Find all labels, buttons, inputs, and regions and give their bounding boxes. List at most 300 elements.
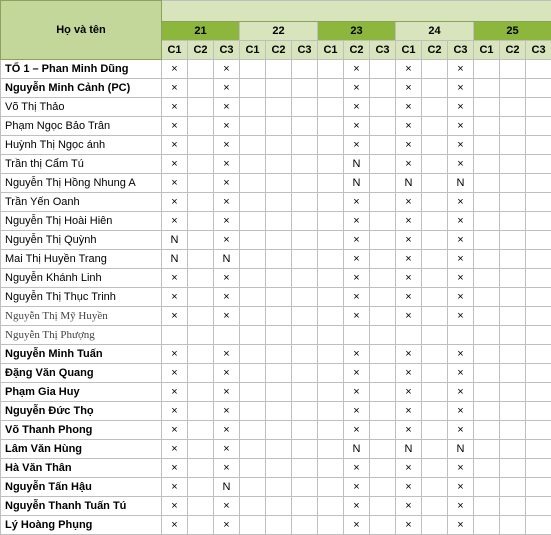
attendance-cell[interactable] [292,478,318,497]
attendance-cell[interactable]: × [214,155,240,174]
attendance-cell[interactable] [292,117,318,136]
attendance-cell[interactable] [318,117,344,136]
attendance-cell[interactable] [188,402,214,421]
attendance-cell[interactable]: × [214,516,240,535]
attendance-cell[interactable] [266,288,292,307]
attendance-cell[interactable] [526,516,551,535]
member-name[interactable]: Nguyễn Thị Phượng [1,326,162,345]
attendance-cell[interactable]: × [448,421,474,440]
attendance-cell[interactable]: × [162,440,188,459]
attendance-cell[interactable] [422,402,448,421]
attendance-cell[interactable] [188,250,214,269]
attendance-cell[interactable] [318,345,344,364]
attendance-cell[interactable]: × [162,60,188,79]
attendance-cell[interactable]: × [162,269,188,288]
attendance-cell[interactable] [474,402,500,421]
attendance-cell[interactable] [240,421,266,440]
attendance-cell[interactable] [240,212,266,231]
attendance-cell[interactable]: × [344,516,370,535]
attendance-cell[interactable]: N [162,231,188,250]
attendance-cell[interactable] [188,155,214,174]
attendance-cell[interactable] [474,212,500,231]
attendance-cell[interactable]: × [448,60,474,79]
attendance-cell[interactable]: × [162,136,188,155]
attendance-cell[interactable]: × [448,478,474,497]
attendance-cell[interactable] [188,79,214,98]
attendance-cell[interactable] [526,193,551,212]
attendance-cell[interactable] [188,288,214,307]
attendance-cell[interactable]: × [214,231,240,250]
attendance-cell[interactable] [292,364,318,383]
attendance-cell[interactable] [292,326,318,345]
attendance-cell[interactable] [370,250,396,269]
attendance-cell[interactable] [318,516,344,535]
attendance-cell[interactable]: × [214,364,240,383]
attendance-cell[interactable] [266,155,292,174]
attendance-cell[interactable]: N [344,440,370,459]
attendance-cell[interactable] [188,117,214,136]
attendance-cell[interactable]: × [162,497,188,516]
member-name[interactable]: Đặng Văn Quang [1,364,162,383]
attendance-cell[interactable] [318,402,344,421]
attendance-cell[interactable]: × [214,288,240,307]
attendance-cell[interactable]: × [396,402,422,421]
attendance-cell[interactable]: × [162,174,188,193]
attendance-cell[interactable] [474,136,500,155]
attendance-cell[interactable] [240,136,266,155]
member-name[interactable]: Trần thị Cẩm Tú [1,155,162,174]
attendance-cell[interactable] [500,440,526,459]
attendance-cell[interactable] [474,516,500,535]
attendance-cell[interactable] [370,307,396,326]
attendance-cell[interactable] [500,402,526,421]
attendance-cell[interactable] [422,307,448,326]
attendance-cell[interactable] [370,497,396,516]
attendance-cell[interactable] [292,212,318,231]
attendance-cell[interactable]: × [396,345,422,364]
attendance-cell[interactable]: × [344,288,370,307]
attendance-cell[interactable]: N [448,174,474,193]
attendance-cell[interactable] [292,250,318,269]
attendance-cell[interactable] [422,345,448,364]
attendance-cell[interactable]: × [396,231,422,250]
attendance-cell[interactable] [240,155,266,174]
attendance-cell[interactable]: × [448,98,474,117]
attendance-cell[interactable] [500,193,526,212]
attendance-cell[interactable]: × [214,269,240,288]
attendance-cell[interactable] [526,383,551,402]
attendance-cell[interactable] [266,250,292,269]
attendance-cell[interactable] [266,136,292,155]
attendance-cell[interactable]: × [448,117,474,136]
attendance-cell[interactable] [370,155,396,174]
attendance-cell[interactable] [526,155,551,174]
attendance-cell[interactable] [240,497,266,516]
attendance-cell[interactable] [266,421,292,440]
attendance-cell[interactable]: × [162,402,188,421]
attendance-cell[interactable] [526,79,551,98]
attendance-cell[interactable]: × [344,269,370,288]
attendance-cell[interactable] [318,478,344,497]
attendance-cell[interactable] [266,269,292,288]
attendance-cell[interactable]: × [214,98,240,117]
attendance-cell[interactable]: × [214,193,240,212]
attendance-cell[interactable] [318,307,344,326]
attendance-cell[interactable] [474,117,500,136]
attendance-cell[interactable]: × [214,345,240,364]
member-name[interactable]: Nguyễn Thị Thục Trinh [1,288,162,307]
attendance-cell[interactable]: × [448,155,474,174]
attendance-cell[interactable] [266,364,292,383]
attendance-cell[interactable] [370,459,396,478]
attendance-cell[interactable] [370,402,396,421]
attendance-cell[interactable] [422,193,448,212]
attendance-cell[interactable] [188,364,214,383]
attendance-cell[interactable]: × [344,497,370,516]
attendance-cell[interactable] [292,155,318,174]
attendance-cell[interactable]: × [396,478,422,497]
attendance-cell[interactable]: × [448,497,474,516]
attendance-cell[interactable] [240,402,266,421]
attendance-cell[interactable] [448,326,474,345]
attendance-cell[interactable] [292,345,318,364]
attendance-cell[interactable]: × [344,231,370,250]
attendance-cell[interactable]: × [396,155,422,174]
attendance-cell[interactable]: N [214,250,240,269]
attendance-cell[interactable] [370,383,396,402]
attendance-cell[interactable] [240,516,266,535]
attendance-cell[interactable]: × [448,231,474,250]
attendance-cell[interactable] [474,60,500,79]
attendance-cell[interactable] [318,326,344,345]
attendance-cell[interactable] [422,155,448,174]
attendance-cell[interactable] [422,269,448,288]
attendance-cell[interactable] [240,459,266,478]
attendance-cell[interactable] [188,326,214,345]
attendance-cell[interactable] [422,383,448,402]
member-name[interactable]: Trần Yến Oanh [1,193,162,212]
attendance-cell[interactable] [318,364,344,383]
attendance-cell[interactable] [292,288,318,307]
attendance-cell[interactable] [500,497,526,516]
attendance-cell[interactable] [500,174,526,193]
attendance-cell[interactable] [292,269,318,288]
attendance-cell[interactable] [240,60,266,79]
attendance-cell[interactable] [370,98,396,117]
attendance-cell[interactable] [318,174,344,193]
attendance-cell[interactable] [318,155,344,174]
attendance-cell[interactable] [266,117,292,136]
attendance-cell[interactable]: × [214,421,240,440]
attendance-cell[interactable] [266,98,292,117]
attendance-cell[interactable] [266,212,292,231]
member-name[interactable]: Lý Hoàng Phụng [1,516,162,535]
attendance-cell[interactable] [370,174,396,193]
attendance-cell[interactable] [370,326,396,345]
attendance-cell[interactable] [318,459,344,478]
attendance-cell[interactable]: × [214,383,240,402]
attendance-cell[interactable] [318,383,344,402]
attendance-cell[interactable] [292,307,318,326]
attendance-cell[interactable] [370,136,396,155]
attendance-cell[interactable] [318,250,344,269]
attendance-cell[interactable] [370,79,396,98]
attendance-cell[interactable]: × [448,345,474,364]
attendance-cell[interactable] [500,288,526,307]
attendance-cell[interactable] [266,307,292,326]
attendance-cell[interactable] [240,288,266,307]
attendance-cell[interactable] [422,79,448,98]
attendance-cell[interactable]: × [162,155,188,174]
attendance-cell[interactable] [318,269,344,288]
attendance-cell[interactable]: × [162,98,188,117]
attendance-cell[interactable] [422,250,448,269]
attendance-cell[interactable] [526,345,551,364]
attendance-cell[interactable]: × [162,345,188,364]
attendance-cell[interactable]: × [162,307,188,326]
attendance-cell[interactable] [188,136,214,155]
attendance-cell[interactable]: × [162,516,188,535]
attendance-cell[interactable] [240,307,266,326]
attendance-cell[interactable]: × [344,117,370,136]
attendance-cell[interactable]: × [396,269,422,288]
attendance-cell[interactable] [188,478,214,497]
attendance-cell[interactable] [474,79,500,98]
attendance-cell[interactable] [292,383,318,402]
attendance-cell[interactable] [188,345,214,364]
attendance-cell[interactable] [474,345,500,364]
attendance-cell[interactable] [500,117,526,136]
attendance-cell[interactable] [240,326,266,345]
attendance-cell[interactable] [370,117,396,136]
attendance-cell[interactable] [292,402,318,421]
attendance-cell[interactable] [266,440,292,459]
attendance-cell[interactable] [370,212,396,231]
attendance-cell[interactable] [474,497,500,516]
attendance-cell[interactable] [266,326,292,345]
attendance-cell[interactable]: × [162,79,188,98]
attendance-cell[interactable]: × [214,459,240,478]
attendance-cell[interactable] [422,231,448,250]
attendance-cell[interactable] [474,231,500,250]
attendance-cell[interactable] [422,497,448,516]
attendance-cell[interactable]: × [214,136,240,155]
attendance-cell[interactable]: × [344,136,370,155]
attendance-cell[interactable] [240,98,266,117]
attendance-cell[interactable]: × [396,516,422,535]
attendance-cell[interactable]: × [396,459,422,478]
attendance-cell[interactable] [526,174,551,193]
attendance-cell[interactable]: × [396,193,422,212]
attendance-cell[interactable]: × [162,288,188,307]
attendance-cell[interactable]: × [448,250,474,269]
attendance-cell[interactable] [500,326,526,345]
attendance-cell[interactable] [292,136,318,155]
attendance-cell[interactable] [266,174,292,193]
attendance-cell[interactable]: × [214,307,240,326]
attendance-cell[interactable] [526,269,551,288]
attendance-cell[interactable]: × [162,212,188,231]
attendance-cell[interactable] [500,364,526,383]
attendance-cell[interactable] [422,136,448,155]
attendance-cell[interactable] [266,497,292,516]
member-name[interactable]: Nguyễn Minh Cảnh (PC) [1,79,162,98]
attendance-cell[interactable]: × [162,421,188,440]
attendance-cell[interactable] [188,174,214,193]
attendance-cell[interactable]: N [344,174,370,193]
attendance-cell[interactable] [188,497,214,516]
attendance-cell[interactable] [422,98,448,117]
attendance-cell[interactable] [266,459,292,478]
attendance-cell[interactable] [500,459,526,478]
attendance-cell[interactable] [500,269,526,288]
attendance-cell[interactable] [318,231,344,250]
attendance-cell[interactable] [526,326,551,345]
attendance-cell[interactable]: × [344,60,370,79]
attendance-cell[interactable]: × [344,459,370,478]
member-name[interactable]: Phạm Ngọc Bảo Trân [1,117,162,136]
attendance-cell[interactable]: × [214,174,240,193]
attendance-cell[interactable]: × [396,79,422,98]
attendance-cell[interactable] [318,497,344,516]
attendance-cell[interactable]: × [396,497,422,516]
attendance-cell[interactable]: × [162,117,188,136]
attendance-cell[interactable]: × [344,307,370,326]
attendance-cell[interactable] [344,326,370,345]
attendance-cell[interactable]: × [214,402,240,421]
attendance-cell[interactable] [318,136,344,155]
attendance-cell[interactable] [266,231,292,250]
attendance-cell[interactable] [318,440,344,459]
attendance-cell[interactable] [500,307,526,326]
member-name[interactable]: Nguyễn Thị Quỳnh [1,231,162,250]
attendance-cell[interactable] [188,269,214,288]
attendance-cell[interactable] [500,155,526,174]
attendance-cell[interactable]: N [344,155,370,174]
attendance-cell[interactable] [240,231,266,250]
attendance-cell[interactable] [318,79,344,98]
attendance-cell[interactable] [474,193,500,212]
attendance-cell[interactable] [240,364,266,383]
attendance-cell[interactable]: N [214,478,240,497]
attendance-cell[interactable] [266,383,292,402]
attendance-cell[interactable] [526,307,551,326]
attendance-cell[interactable]: × [396,136,422,155]
attendance-cell[interactable] [188,421,214,440]
attendance-cell[interactable]: × [344,478,370,497]
attendance-cell[interactable] [266,79,292,98]
attendance-cell[interactable] [500,421,526,440]
attendance-cell[interactable] [500,212,526,231]
attendance-cell[interactable]: × [344,383,370,402]
attendance-cell[interactable] [500,98,526,117]
attendance-cell[interactable]: × [448,307,474,326]
attendance-cell[interactable] [422,212,448,231]
attendance-cell[interactable]: × [214,79,240,98]
attendance-cell[interactable]: × [344,345,370,364]
member-name[interactable]: Lâm Văn Hùng [1,440,162,459]
attendance-cell[interactable] [240,79,266,98]
attendance-cell[interactable] [370,516,396,535]
attendance-cell[interactable] [370,364,396,383]
member-name[interactable]: Mai Thị Huyền Trang [1,250,162,269]
attendance-cell[interactable]: × [396,383,422,402]
member-name[interactable]: Nguyễn Đức Thọ [1,402,162,421]
attendance-cell[interactable] [422,421,448,440]
attendance-cell[interactable]: N [162,250,188,269]
attendance-cell[interactable] [526,364,551,383]
attendance-cell[interactable]: × [396,421,422,440]
attendance-cell[interactable] [292,440,318,459]
attendance-cell[interactable]: × [448,364,474,383]
attendance-cell[interactable] [526,60,551,79]
attendance-cell[interactable]: × [396,364,422,383]
attendance-cell[interactable]: × [396,117,422,136]
attendance-cell[interactable]: × [448,383,474,402]
attendance-cell[interactable] [422,440,448,459]
attendance-cell[interactable] [188,60,214,79]
attendance-cell[interactable] [422,364,448,383]
attendance-cell[interactable] [292,231,318,250]
member-name[interactable]: TỔ 1 – Phan Minh Dũng [1,60,162,79]
attendance-cell[interactable]: × [162,364,188,383]
attendance-cell[interactable]: × [344,402,370,421]
attendance-cell[interactable] [422,288,448,307]
attendance-cell[interactable] [396,326,422,345]
attendance-cell[interactable]: × [396,98,422,117]
member-name[interactable]: Nguyễn Minh Tuấn [1,345,162,364]
member-name[interactable]: Nguyễn Thanh Tuấn Tú [1,497,162,516]
attendance-cell[interactable]: × [344,79,370,98]
attendance-cell[interactable] [422,516,448,535]
attendance-cell[interactable] [188,193,214,212]
attendance-cell[interactable]: N [396,174,422,193]
attendance-cell[interactable] [240,478,266,497]
attendance-cell[interactable] [526,98,551,117]
attendance-cell[interactable] [370,231,396,250]
attendance-cell[interactable] [526,402,551,421]
attendance-cell[interactable] [422,478,448,497]
attendance-cell[interactable] [370,421,396,440]
attendance-cell[interactable]: × [162,193,188,212]
attendance-cell[interactable] [526,231,551,250]
attendance-cell[interactable] [162,326,188,345]
attendance-cell[interactable] [500,136,526,155]
attendance-cell[interactable] [266,60,292,79]
attendance-cell[interactable] [526,212,551,231]
attendance-cell[interactable] [526,497,551,516]
attendance-cell[interactable] [188,212,214,231]
attendance-cell[interactable]: N [396,440,422,459]
attendance-cell[interactable]: × [162,383,188,402]
attendance-cell[interactable] [240,383,266,402]
member-name[interactable]: Phạm Gia Huy [1,383,162,402]
attendance-cell[interactable] [370,345,396,364]
attendance-cell[interactable]: × [448,79,474,98]
attendance-cell[interactable] [474,478,500,497]
attendance-cell[interactable] [500,79,526,98]
member-name[interactable]: Nguyễn Thị Mỹ Huyền [1,307,162,326]
attendance-cell[interactable]: × [448,136,474,155]
attendance-cell[interactable] [526,288,551,307]
attendance-cell[interactable] [318,193,344,212]
attendance-cell[interactable] [526,117,551,136]
attendance-cell[interactable] [474,250,500,269]
attendance-cell[interactable] [188,307,214,326]
attendance-cell[interactable]: × [396,212,422,231]
attendance-cell[interactable]: × [448,288,474,307]
attendance-cell[interactable] [214,326,240,345]
